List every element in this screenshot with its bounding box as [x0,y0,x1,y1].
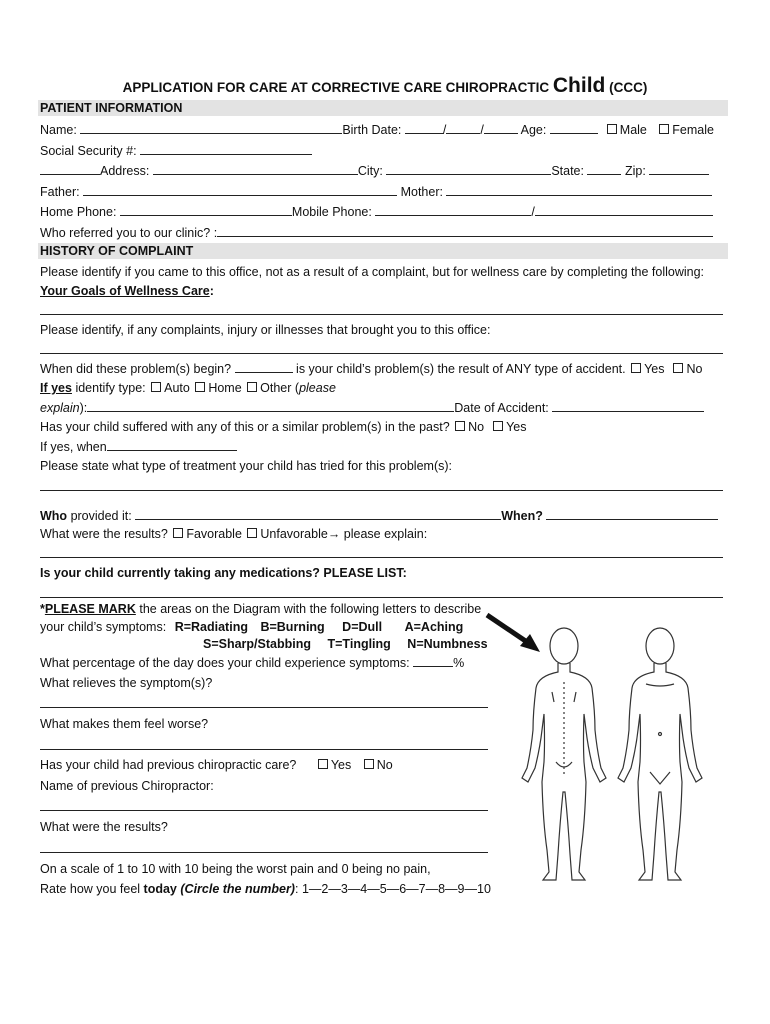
address-row: Address: City: State: Zip: [40,162,709,179]
treatment-line[interactable] [40,490,723,491]
results-row: What were the results? Favorable Unfavorable→ please explain: [40,527,428,541]
form-title: APPLICATION FOR CARE AT CORRECTIVE CARE CHIROPRACTIC Child (CCC) [122,74,648,97]
ssn-row: Social Security #: [40,142,312,159]
zip-field[interactable] [649,162,709,175]
medications-line[interactable] [40,597,723,598]
body-diagram[interactable] [500,622,730,892]
similar-no-checkbox[interactable] [455,421,465,431]
provider-when-field[interactable] [546,507,718,520]
name-row: Name: Birth Date: / / Age: Male Female [40,123,714,137]
medications-text: Is your child currently taking any medications? PLEASE LIST: [40,566,407,580]
other-checkbox[interactable] [247,382,257,392]
arrow-icon: → [327,527,341,541]
body-front-figure [618,628,702,880]
mobile-phone-field[interactable] [375,203,531,216]
previous-results-line[interactable] [40,852,488,853]
prev-care-yes-checkbox[interactable] [318,759,328,769]
mobile-phone-ext-field[interactable] [535,203,713,216]
explain-row: explain): Date of Accident: [40,399,704,416]
previous-care-row: Has your child had previous chiropractic care? Yes No [40,758,393,772]
history-header: HISTORY OF COMPLAINT [38,243,728,259]
father-field[interactable] [83,183,397,196]
birth-year-field[interactable] [484,121,518,134]
birth-day-field[interactable] [446,121,480,134]
male-checkbox[interactable] [607,124,617,134]
body-back-figure [522,628,606,880]
city-field[interactable] [386,162,551,175]
accident-yes-checkbox[interactable] [631,363,641,373]
treatment-text: Please state what type of treatment your child has tried for this problem(s): [40,459,452,473]
favorable-checkbox[interactable] [173,528,183,538]
complaints-line[interactable] [40,353,723,354]
goals-line[interactable] [40,314,723,315]
referral-row: Who referred you to our clinic? : [40,224,713,241]
scale-text: On a scale of 1 to 10 with 10 being the worst pain and 0 being no pain, [40,862,431,876]
worse-line[interactable] [40,749,488,750]
similar-row: Has your child suffered with any of this or a similar problem(s) in the past? No Yes [40,420,527,434]
accident-date-field[interactable] [552,399,704,412]
relieves-line[interactable] [40,707,488,708]
explain-field[interactable] [87,399,454,412]
begin-row: When did these problem(s) begin? is your child’s problem(s) the result of ANY type of accident. Yes No [40,362,703,376]
home-phone-field[interactable] [120,203,292,216]
mother-field[interactable] [446,183,712,196]
wellness-text: Please identify if you came to this office, not as a result of a complaint, but for wellness care by completing the following: [40,265,705,279]
name-field[interactable] [80,121,342,134]
title-child: Child [552,74,606,97]
address-field[interactable] [153,162,358,175]
previous-results-text: What were the results? [40,820,168,834]
worse-text: What makes them feel worse? [40,717,209,731]
address-prefix-field[interactable] [40,162,100,175]
previous-chiropractor-text: Name of previous Chiropractor: [40,779,214,793]
relieves-text: What relieves the symptom(s)? [40,676,213,690]
begin-field[interactable] [235,360,293,373]
state-field[interactable] [587,162,621,175]
pain-rating-row: Rate how you feel today (Circle the number): 1—2—3—4—5—6—7—8—9—10 [40,882,491,896]
accident-no-checkbox[interactable] [673,363,683,373]
symptom-codes-row1: your child’s symptoms: R=Radiating B=Burning D=Dull A=Aching [40,620,464,634]
unfavorable-checkbox[interactable] [247,528,257,538]
parents-row: Father: Mother: [40,183,712,200]
if-yes-when-field[interactable] [107,438,237,451]
symptom-codes-row2: S=Sharp/Stabbing T=Tingling N=Numbness [203,637,488,651]
percentage-row: What percentage of the day does your child experience symptoms: % [40,656,465,670]
previous-chiropractor-line[interactable] [40,810,488,811]
accident-type-row: If yes identify type: Auto Home Other (please [40,381,336,395]
patient-info-header: PATIENT INFORMATION [38,100,728,116]
age-field[interactable] [550,121,598,134]
provider-field[interactable] [135,507,501,520]
if-yes-when-row: If yes, when [40,438,237,455]
birth-month-field[interactable] [405,121,443,134]
referral-field[interactable] [217,224,713,237]
ssn-field[interactable] [140,142,312,155]
provider-row: Who provided it: When? [40,507,718,524]
results-line[interactable] [40,557,723,558]
phone-row: Home Phone: Mobile Phone: / [40,203,713,220]
prev-care-no-checkbox[interactable] [364,759,374,769]
female-checkbox[interactable] [659,124,669,134]
complaints-text: Please identify, if any complaints, injury or illnesses that brought you to this office: [40,323,491,337]
home-checkbox[interactable] [195,382,205,392]
pain-scale-numbers[interactable]: 1—2—3—4—5—6—7—8—9—10 [301,882,491,896]
similar-yes-checkbox[interactable] [493,421,503,431]
percentage-field[interactable] [413,654,453,667]
goals-label: Your Goals of Wellness Care: [40,284,214,298]
auto-checkbox[interactable] [151,382,161,392]
mark-instruction: *PLEASE MARK the areas on the Diagram with the following letters to describe [40,602,482,616]
